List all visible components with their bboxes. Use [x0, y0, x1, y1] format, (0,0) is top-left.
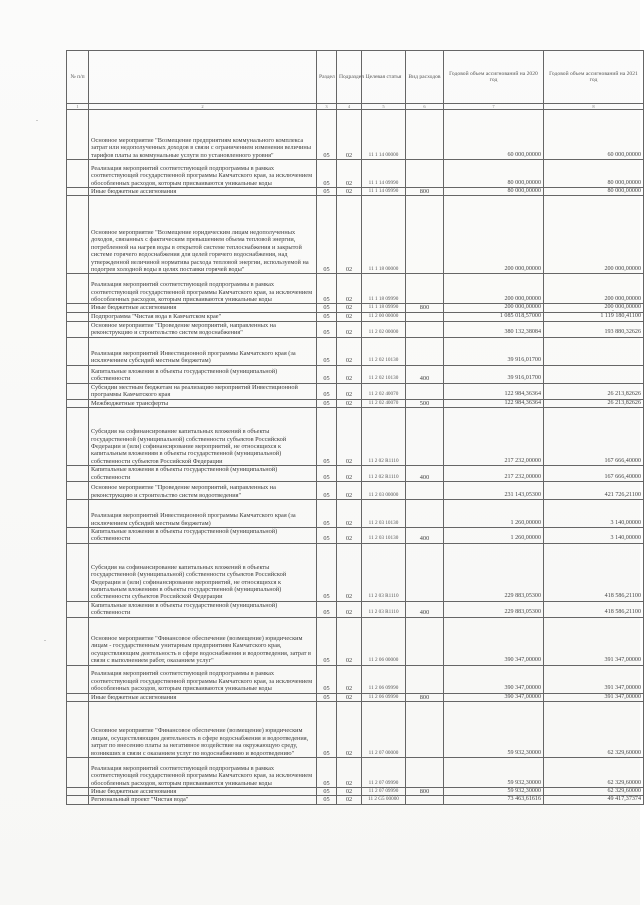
row-razdel-cell: 05 — [317, 693, 337, 701]
row-name-cell: Капитальные вложения в объекты государственной (муниципальной) собственности — [89, 466, 317, 482]
table-row — [67, 665, 644, 693]
row-number-cell — [67, 321, 89, 337]
column-number: 6 — [406, 104, 444, 110]
row-razdel-cell: 05 — [317, 321, 337, 337]
table-row — [67, 321, 644, 337]
row-expense-type-cell: 800 — [406, 693, 444, 701]
row-razdel-cell: 05 — [317, 796, 337, 804]
row-number-cell — [67, 528, 89, 544]
table-row — [67, 482, 644, 500]
row-target-article-cell: 11 2 06 00000 — [362, 617, 406, 665]
row-name-cell: Иные бюджетные ассигнования — [89, 788, 317, 796]
row-name-cell: Региональный проект "Чистая вода" — [89, 796, 317, 804]
row-name-cell: Основное мероприятие "Возмещение предприятиям коммунального комплекса затрат или недополученных доходов в связи с ограничением изменения величины тарифов платы за коммунальные услуги по установленного уровня" — [89, 110, 317, 160]
row-podrazdel-cell: 02 — [337, 601, 362, 617]
row-expense-type-cell — [406, 758, 444, 788]
row-name-cell: Субсидия на софинансирование капитальных вложений в объекты государственной (муниципальной) собственности субъектов Российской Федерации и (или) софинансирование мероприятий, не относящихся к капитальным вложениям в объекты государственной (муниципальной) собственности субъектов Российской Федерации — [89, 543, 317, 601]
column-number: 7 — [444, 104, 544, 110]
header-podrazdel: Подраздел — [337, 51, 362, 104]
table-row — [67, 274, 644, 304]
row-expense-type-cell — [406, 702, 444, 758]
row-target-article-cell: 11 1 14 09990 — [362, 188, 406, 196]
row-target-article-cell: 11 1 14 09990 — [362, 160, 406, 188]
row-name-cell: Капитальные вложения в объекты государственной (муниципальной) собственности — [89, 365, 317, 383]
row-target-article-cell: 11 2 02 10130 — [362, 365, 406, 383]
row-amount-2020-cell: 200 000,00000 — [444, 274, 544, 304]
table-header-row — [67, 51, 644, 104]
row-amount-2020-cell: 1 260,00000 — [444, 500, 544, 528]
row-amount-2021-cell: 62 329,60000 — [544, 758, 644, 788]
row-amount-2021-cell: 193 880,32626 — [544, 321, 644, 337]
row-number-cell — [67, 466, 89, 482]
row-target-article-cell: 11 2 03 10130 — [362, 528, 406, 544]
row-podrazdel-cell: 02 — [337, 383, 362, 399]
row-amount-2020-cell: 59 932,30000 — [444, 758, 544, 788]
row-target-article-cell: 11 2 02 10130 — [362, 337, 406, 365]
row-amount-2021-cell: 80 000,00000 — [544, 188, 644, 196]
row-name-cell: Подпрограмма "Чистая вода в Камчатском крае" — [89, 312, 317, 321]
row-podrazdel-cell: 02 — [337, 758, 362, 788]
row-razdel-cell: 05 — [317, 500, 337, 528]
column-number: 3 — [317, 104, 337, 110]
row-razdel-cell: 05 — [317, 337, 337, 365]
row-expense-type-cell — [406, 665, 444, 693]
table-row — [67, 601, 644, 617]
row-expense-type-cell: 400 — [406, 365, 444, 383]
row-amount-2020-cell: 229 883,05300 — [444, 543, 544, 601]
row-amount-2021-cell: 49 417,37374 — [544, 796, 644, 804]
row-amount-2021-cell — [544, 337, 644, 365]
row-target-article-cell: 11 2 07 00000 — [362, 702, 406, 758]
row-amount-2020-cell: 390 347,00000 — [444, 693, 544, 701]
row-target-article-cell: 11 1 14 00000 — [362, 110, 406, 160]
row-name-cell: Основное мероприятие "Финансовое обеспечение (возмещение) юридическим лицам - государственным унитарным предприятиям Камчатского края, осуществляющим деятельность в сфере водоснабжения и водоотведения, затрат в связи с выполнением работ, оказанием услуг" — [89, 617, 317, 665]
row-expense-type-cell: 800 — [406, 788, 444, 796]
row-razdel-cell: 05 — [317, 528, 337, 544]
row-amount-2020-cell: 60 000,00000 — [444, 110, 544, 160]
row-name-cell: Реализация мероприятий Инвестиционной программы Камчатского края (за исключением субсидий местным бюджетам) — [89, 500, 317, 528]
row-amount-2020-cell: 122 984,36364 — [444, 399, 544, 407]
row-name-cell: Капитальные вложения в объекты государственной (муниципальной) собственности — [89, 601, 317, 617]
row-podrazdel-cell: 02 — [337, 321, 362, 337]
table-row — [67, 466, 644, 482]
row-amount-2020-cell: 390 347,00000 — [444, 665, 544, 693]
row-number-cell — [67, 399, 89, 407]
row-expense-type-cell — [406, 383, 444, 399]
table-row — [67, 758, 644, 788]
table-row — [67, 304, 644, 312]
row-podrazdel-cell: 02 — [337, 365, 362, 383]
row-amount-2021-cell: 418 586,21100 — [544, 543, 644, 601]
row-name-cell: Иные бюджетные ассигнования — [89, 304, 317, 312]
row-amount-2021-cell: 200 000,00000 — [544, 196, 644, 274]
row-number-cell — [67, 274, 89, 304]
table-row — [67, 383, 644, 399]
row-amount-2021-cell: 60 000,00000 — [544, 110, 644, 160]
row-expense-type-cell — [406, 796, 444, 804]
row-podrazdel-cell: 02 — [337, 528, 362, 544]
column-number: 5 — [362, 104, 406, 110]
row-name-cell: Субсидии местным бюджетам на реализацию мероприятий Инвестиционной программы Камчатского края — [89, 383, 317, 399]
row-expense-type-cell — [406, 110, 444, 160]
row-podrazdel-cell: 02 — [337, 788, 362, 796]
row-target-article-cell: 11 2 03 10130 — [362, 500, 406, 528]
row-razdel-cell: 05 — [317, 408, 337, 466]
row-amount-2021-cell: 26 213,82626 — [544, 383, 644, 399]
row-amount-2021-cell: 421 726,21100 — [544, 482, 644, 500]
scan-speck — [612, 310, 614, 311]
row-amount-2021-cell: 200 000,00000 — [544, 274, 644, 304]
header-target-article: Целевая статья — [362, 51, 406, 104]
row-expense-type-cell — [406, 196, 444, 274]
row-amount-2021-cell: 200 000,00000 — [544, 304, 644, 312]
row-amount-2020-cell: 231 143,05300 — [444, 482, 544, 500]
row-amount-2020-cell: 200 000,00000 — [444, 304, 544, 312]
row-expense-type-cell: 400 — [406, 528, 444, 544]
row-expense-type-cell — [406, 617, 444, 665]
row-number-cell — [67, 160, 89, 188]
row-amount-2020-cell: 39 916,01700 — [444, 337, 544, 365]
row-amount-2021-cell: 391 347,00000 — [544, 665, 644, 693]
row-podrazdel-cell: 02 — [337, 693, 362, 701]
row-expense-type-cell — [406, 160, 444, 188]
row-name-cell: Реализация мероприятий соответствующей подпрограммы в рамках соответствующей государственной программы Камчатского края, за исключением обособленных расходов, которым присваиваются уникальные коды — [89, 758, 317, 788]
row-podrazdel-cell: 02 — [337, 466, 362, 482]
row-name-cell: Реализация мероприятий соответствующей подпрограммы в рамках соответствующей государственной программы Камчатского края, за исключением обособленных расходов, которым присваиваются уникальные коды — [89, 274, 317, 304]
header-name — [89, 51, 317, 104]
row-expense-type-cell — [406, 274, 444, 304]
row-number-cell — [67, 702, 89, 758]
row-number-cell — [67, 110, 89, 160]
row-number-cell — [67, 543, 89, 601]
header-number: № п/п — [67, 51, 89, 104]
row-name-cell: Реализация мероприятий Инвестиционной программы Камчатского края (за исключением субсидий местным бюджетам) — [89, 337, 317, 365]
row-expense-type-cell — [406, 321, 444, 337]
row-number-cell — [67, 312, 89, 321]
row-expense-type-cell — [406, 312, 444, 321]
table-row — [67, 188, 644, 196]
table-row — [67, 617, 644, 665]
row-target-article-cell: 11 2 00 00000 — [362, 312, 406, 321]
row-amount-2020-cell: 80 000,00000 — [444, 188, 544, 196]
row-podrazdel-cell: 02 — [337, 188, 362, 196]
row-amount-2020-cell: 73 463,61616 — [444, 796, 544, 804]
row-razdel-cell: 05 — [317, 665, 337, 693]
row-razdel-cell: 05 — [317, 110, 337, 160]
header-amount-2021: Годовой объем ассигнований на 2021 год — [544, 51, 644, 104]
row-target-article-cell: 11 2 07 09990 — [362, 788, 406, 796]
row-amount-2021-cell: 3 140,00000 — [544, 500, 644, 528]
row-razdel-cell: 05 — [317, 399, 337, 407]
row-target-article-cell: 11 2 07 09990 — [362, 758, 406, 788]
header-expense-type: Вид расходов — [406, 51, 444, 104]
table-row — [67, 693, 644, 701]
row-amount-2020-cell: 39 916,01700 — [444, 365, 544, 383]
row-name-cell: Основное мероприятие "Проведение мероприятий, направленных на реконструкцию и строительство систем водоснабжения" — [89, 321, 317, 337]
row-razdel-cell: 05 — [317, 196, 337, 274]
row-razdel-cell: 05 — [317, 312, 337, 321]
row-number-cell — [67, 482, 89, 500]
table-row — [67, 408, 644, 466]
row-name-cell: Субсидия на софинансирование капитальных вложений в объекты государственной (муниципальной) собственности субъектов Российской Федерации и (или) софинансирование мероприятий, не относящихся к капитальным вложениям в объекты государственной (муниципальной) собственности субъектов Российской Федерации — [89, 408, 317, 466]
table-row — [67, 312, 644, 321]
row-number-cell — [67, 383, 89, 399]
row-number-cell — [67, 796, 89, 804]
row-amount-2020-cell: 1 085 018,57000 — [444, 312, 544, 321]
row-razdel-cell: 05 — [317, 188, 337, 196]
row-podrazdel-cell: 02 — [337, 399, 362, 407]
header-amount-2020: Годовой объем ассигнований на 2020 год — [444, 51, 544, 104]
row-expense-type-cell: 800 — [406, 188, 444, 196]
row-podrazdel-cell: 02 — [337, 482, 362, 500]
row-name-cell: Основное мероприятие "Проведение мероприятий, направленных на реконструкцию и строительство систем водоотведения" — [89, 482, 317, 500]
row-amount-2020-cell: 59 932,30000 — [444, 702, 544, 758]
row-podrazdel-cell: 02 — [337, 110, 362, 160]
row-podrazdel-cell: 02 — [337, 312, 362, 321]
table-row — [67, 788, 644, 796]
scan-speck — [44, 640, 46, 641]
row-amount-2021-cell — [544, 365, 644, 383]
row-amount-2020-cell: 122 984,36364 — [444, 383, 544, 399]
row-target-article-cell: 11 2 02 R1110 — [362, 408, 406, 466]
row-target-article-cell: 11 2 02 R1110 — [362, 466, 406, 482]
row-razdel-cell: 05 — [317, 543, 337, 601]
row-amount-2020-cell: 217 232,00000 — [444, 408, 544, 466]
table-row — [67, 528, 644, 544]
row-amount-2021-cell: 167 666,40000 — [544, 408, 644, 466]
row-name-cell: Основное мероприятие "Финансовое обеспечение (возмещение) юридическим лицам, осуществляющим деятельность в сфере водоснабжения и водоотведения, затрат по внесению платы за негативное воздействие на окружающую среду, возникших в связи с оказанием услуг по водоснабжению и водоотведению" — [89, 702, 317, 758]
row-razdel-cell: 05 — [317, 482, 337, 500]
row-expense-type-cell — [406, 482, 444, 500]
row-podrazdel-cell: 02 — [337, 274, 362, 304]
row-razdel-cell: 05 — [317, 617, 337, 665]
scan-speck — [36, 120, 38, 121]
row-amount-2020-cell: 390 347,00000 — [444, 617, 544, 665]
row-razdel-cell: 05 — [317, 365, 337, 383]
row-podrazdel-cell: 02 — [337, 196, 362, 274]
table-row — [67, 196, 644, 274]
row-number-cell — [67, 617, 89, 665]
table-row — [67, 365, 644, 383]
row-name-cell: Межбюджетные трансферты — [89, 399, 317, 407]
table-row — [67, 702, 644, 758]
row-target-article-cell: 11 2 06 09990 — [362, 665, 406, 693]
table-row — [67, 543, 644, 601]
table-row — [67, 160, 644, 188]
row-razdel-cell: 05 — [317, 383, 337, 399]
row-target-article-cell: 11 2 03 R1110 — [362, 543, 406, 601]
row-podrazdel-cell: 02 — [337, 702, 362, 758]
table-row — [67, 337, 644, 365]
row-razdel-cell: 05 — [317, 304, 337, 312]
row-expense-type-cell — [406, 337, 444, 365]
row-razdel-cell: 05 — [317, 702, 337, 758]
row-target-article-cell: 11 1 18 09990 — [362, 304, 406, 312]
row-target-article-cell: 11 2 03 00000 — [362, 482, 406, 500]
row-target-article-cell: 11 2 02 40070 — [362, 399, 406, 407]
row-number-cell — [67, 304, 89, 312]
row-amount-2021-cell: 3 140,00000 — [544, 528, 644, 544]
row-number-cell — [67, 758, 89, 788]
row-expense-type-cell: 500 — [406, 399, 444, 407]
column-number: 4 — [337, 104, 362, 110]
row-name-cell: Основное мероприятие "Возмещение юридическим лицам недополученных доходов, связанных с фактическим превышением объема тепловой энергии, потребленной на нагрев воды в открытой системе теплоснабжения и закрытой системе горячего водоснабжения для целей горячего водоснабжения, над утвержденной величиной норматива расхода тепловой энергии, используемой на подогрев холодной воды в целях поставки горячей воды" — [89, 196, 317, 274]
row-podrazdel-cell: 02 — [337, 408, 362, 466]
table-row — [67, 110, 644, 160]
row-number-cell — [67, 788, 89, 796]
budget-table — [66, 50, 644, 805]
row-amount-2021-cell: 391 347,00000 — [544, 617, 644, 665]
row-number-cell — [67, 196, 89, 274]
row-amount-2020-cell: 229 883,05300 — [444, 601, 544, 617]
row-razdel-cell: 05 — [317, 788, 337, 796]
column-number: 1 — [67, 104, 89, 110]
row-target-article-cell: 11 2 06 09990 — [362, 693, 406, 701]
row-razdel-cell: 05 — [317, 758, 337, 788]
row-podrazdel-cell: 02 — [337, 665, 362, 693]
row-podrazdel-cell: 02 — [337, 617, 362, 665]
row-amount-2020-cell: 59 932,30000 — [444, 788, 544, 796]
row-amount-2021-cell: 1 119 180,41100 — [544, 312, 644, 321]
row-expense-type-cell — [406, 543, 444, 601]
row-amount-2021-cell: 167 666,40000 — [544, 466, 644, 482]
row-amount-2020-cell: 217 232,00000 — [444, 466, 544, 482]
row-name-cell: Иные бюджетные ассигнования — [89, 188, 317, 196]
row-expense-type-cell: 400 — [406, 466, 444, 482]
row-number-cell — [67, 693, 89, 701]
row-amount-2021-cell: 62 329,60000 — [544, 702, 644, 758]
row-expense-type-cell — [406, 500, 444, 528]
row-number-cell — [67, 665, 89, 693]
row-expense-type-cell — [406, 408, 444, 466]
row-razdel-cell: 05 — [317, 274, 337, 304]
row-razdel-cell: 05 — [317, 466, 337, 482]
row-number-cell — [67, 188, 89, 196]
row-razdel-cell: 05 — [317, 601, 337, 617]
row-number-cell — [67, 365, 89, 383]
row-number-cell — [67, 337, 89, 365]
row-target-article-cell: 11 2 03 R1110 — [362, 601, 406, 617]
row-amount-2021-cell: 80 000,00000 — [544, 160, 644, 188]
column-number: 2 — [89, 104, 317, 110]
row-number-cell — [67, 408, 89, 466]
row-amount-2021-cell: 62 329,60000 — [544, 788, 644, 796]
row-name-cell: Реализация мероприятий соответствующей подпрограммы в рамках соответствующей государственной программы Камчатского края, за исключением обособленных расходов, которым присваиваются уникальные коды — [89, 665, 317, 693]
row-podrazdel-cell: 02 — [337, 304, 362, 312]
header-razdel: Раздел — [317, 51, 337, 104]
row-podrazdel-cell: 02 — [337, 500, 362, 528]
row-podrazdel-cell: 02 — [337, 543, 362, 601]
row-amount-2021-cell: 391 347,00000 — [544, 693, 644, 701]
row-target-article-cell: 11 1 18 00000 — [362, 196, 406, 274]
row-amount-2020-cell: 200 000,00000 — [444, 196, 544, 274]
row-podrazdel-cell: 02 — [337, 337, 362, 365]
table-row — [67, 500, 644, 528]
row-podrazdel-cell: 02 — [337, 160, 362, 188]
row-name-cell: Иные бюджетные ассигнования — [89, 693, 317, 701]
row-target-article-cell: 11 1 18 09990 — [362, 274, 406, 304]
row-number-cell — [67, 601, 89, 617]
row-amount-2021-cell: 418 586,21100 — [544, 601, 644, 617]
row-amount-2020-cell: 80 000,00000 — [444, 160, 544, 188]
table-row — [67, 399, 644, 407]
row-expense-type-cell: 400 — [406, 601, 444, 617]
row-name-cell: Реализация мероприятий соответствующей подпрограммы в рамках соответствующей государственной программы Камчатского края, за исключением обособленных расходов, которым присваиваются уникальные коды — [89, 160, 317, 188]
table-row — [67, 796, 644, 804]
row-target-article-cell: 11 2 02 40070 — [362, 383, 406, 399]
row-podrazdel-cell: 02 — [337, 796, 362, 804]
row-target-article-cell: 11 2 G5 00000 — [362, 796, 406, 804]
row-razdel-cell: 05 — [317, 160, 337, 188]
row-amount-2021-cell: 26 213,82626 — [544, 399, 644, 407]
row-amount-2020-cell: 380 132,38084 — [444, 321, 544, 337]
row-name-cell: Капитальные вложения в объекты государственной (муниципальной) собственности — [89, 528, 317, 544]
row-expense-type-cell: 800 — [406, 304, 444, 312]
column-number: 8 — [544, 104, 644, 110]
row-amount-2020-cell: 1 260,00000 — [444, 528, 544, 544]
row-number-cell — [67, 500, 89, 528]
row-target-article-cell: 11 2 02 00000 — [362, 321, 406, 337]
